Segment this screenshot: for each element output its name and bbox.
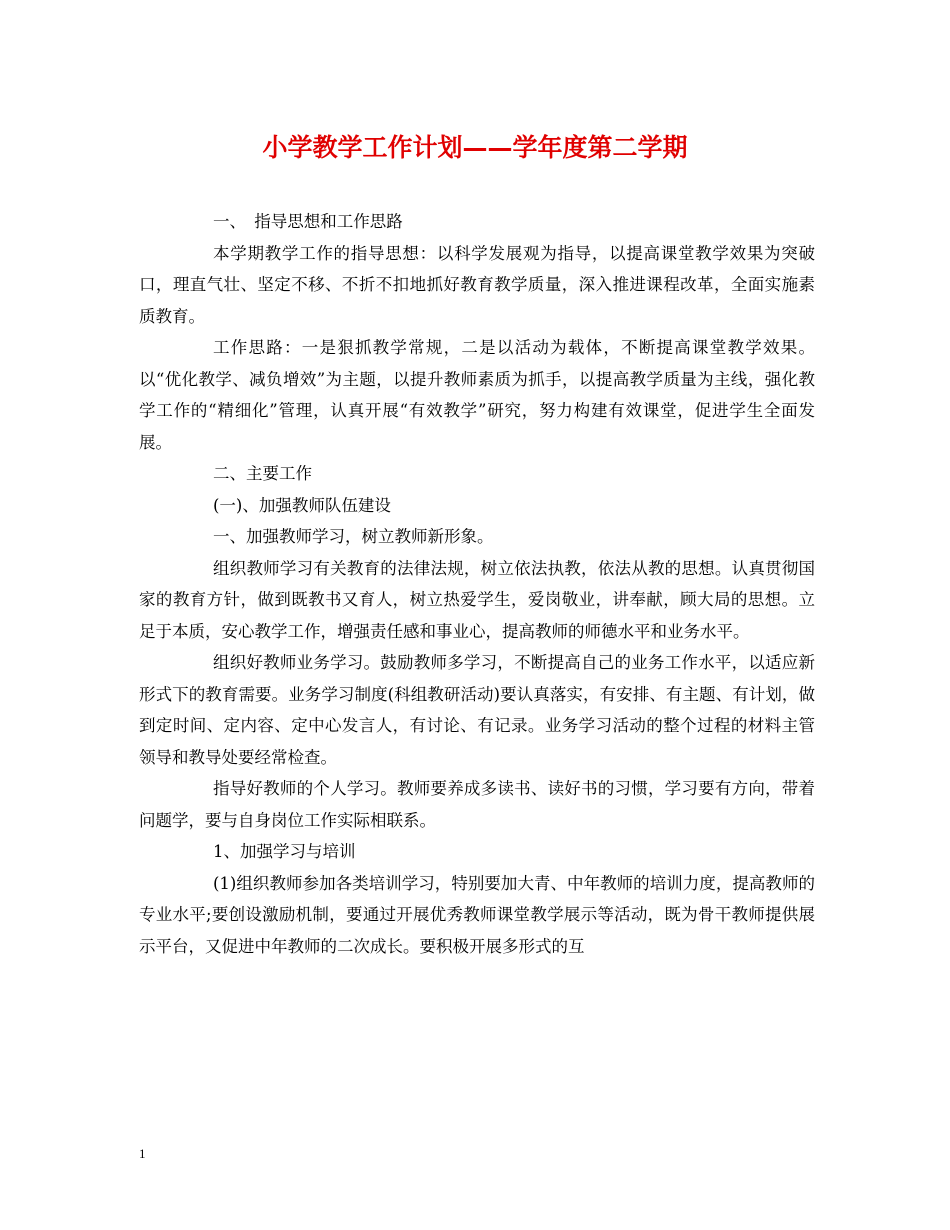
paragraph: 本学期教学工作的指导思想：以科学发展观为指导，以提高课堂教学效果为突破口，理直气壮、坚定不移、不折不扣地抓好教育教学质量，深入推进课程改革，全面实施素质教育。	[139, 243, 815, 326]
subsection-heading: (一)、加强教师队伍建设	[213, 495, 391, 515]
document-body	[139, 206, 815, 962]
paragraph: 指导好教师的个人学习。教师要养成多读书、读好书的习惯，学习要有方向，带着问题学，要与自身岗位工作实际相联系。	[139, 779, 815, 830]
page-number: 1	[139, 1146, 146, 1161]
section-heading: 二、主要工作	[213, 464, 312, 483]
paragraph: 工作思路：一是狠抓教学常规，二是以活动为载体，不断提高课堂教学效果。以“优化教学、减负增效”为主题，以提升教师素质为抓手，以提高教学质量为主线，强化教学工作的“精细化”管理，认真开展“有效教学”研究，努力构建有效课堂，促进学生全面发展。	[139, 338, 815, 452]
paragraph: 组织教师学习有关教育的法律法规，树立依法执教，依法从教的思想。认真贯彻国家的教育方针，做到既教书又育人，树立热爱学生，爱岗敬业，讲奉献，顾大局的思想。立足于本质，安心教学工作，增强责任感和事业心，提高教师的师德水平和业务水平。	[139, 558, 815, 641]
paragraph: (1)组织教师参加各类培训学习，特别要加大青、中年教师的培训力度，提高教师的专业水平;要创设激励机制，要通过开展优秀教师课堂教学展示等活动，既为骨干教师提供展示平台，又促进中年教师的二次成长。要积极开展多形式的互	[139, 873, 815, 956]
section-heading: 一、 指导思想和工作思路	[213, 212, 403, 231]
subsection-heading: 一、加强教师学习，树立教师新形象。	[213, 527, 494, 546]
subsection-heading: 1、加强学习与培训	[213, 842, 356, 861]
paragraph: 组织好教师业务学习。鼓励教师多学习，不断提高自己的业务工作水平，以适应新形式下的教育需要。业务学习制度(科组教研活动)要认真落实，有安排、有主题、有计划，做到定时间、定内容、定中心发言人，有讨论、有记录。业务学习活动的整个过程的材料主管领导和教导处要经常检查。	[139, 653, 815, 767]
document-title: 小学教学工作计划——学年度第二学期	[262, 133, 688, 162]
